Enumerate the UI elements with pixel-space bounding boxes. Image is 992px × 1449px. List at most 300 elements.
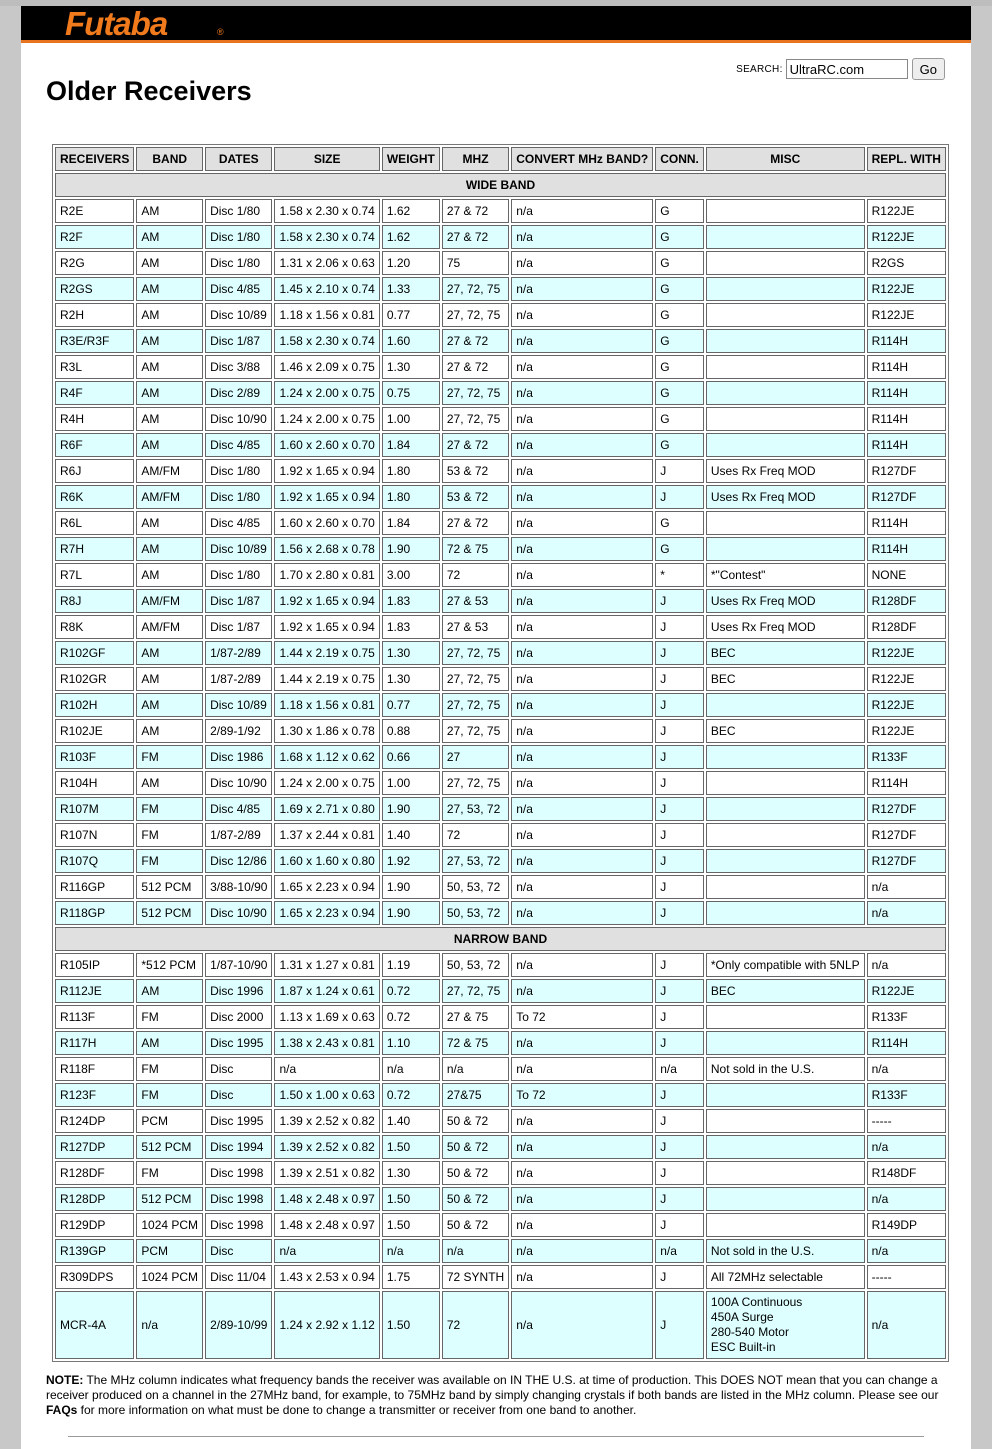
table-cell: n/a xyxy=(511,1031,653,1055)
table-cell: PCM xyxy=(136,1239,203,1263)
search-form xyxy=(736,58,945,80)
table-row xyxy=(55,1265,946,1289)
table-cell: n/a xyxy=(511,511,653,535)
table-cell: 1.92 x 1.65 x 0.94 xyxy=(274,459,379,483)
table-cell: R107M xyxy=(55,797,134,821)
table-cell: R118GP xyxy=(55,901,134,925)
table-cell: 0.72 xyxy=(382,979,440,1003)
table-cell xyxy=(706,381,865,405)
table-cell: 1.90 xyxy=(382,537,440,561)
table-cell: R127DF xyxy=(867,459,946,483)
table-cell: n/a xyxy=(382,1057,440,1081)
table-cell: Disc 1/80 xyxy=(205,459,272,483)
table-cell: R6J xyxy=(55,459,134,483)
table-cell: 1.90 xyxy=(382,901,440,925)
table-cell: n/a xyxy=(511,901,653,925)
table-cell: AM/FM xyxy=(136,485,203,509)
misc-line: 280-540 Motor xyxy=(710,1325,789,1339)
table-row xyxy=(55,1005,946,1029)
table-cell: 1.43 x 2.53 x 0.94 xyxy=(274,1265,379,1289)
table-cell: G xyxy=(655,511,704,535)
table-row xyxy=(55,433,946,457)
table-cell xyxy=(706,329,865,353)
table-cell: J xyxy=(655,979,704,1003)
table-cell: R133F xyxy=(867,1005,946,1029)
table-row xyxy=(55,1057,946,1081)
table-cell: AM xyxy=(136,277,203,301)
table-cell: * xyxy=(655,563,704,587)
table-row xyxy=(55,771,946,795)
table-cell: n/a xyxy=(867,875,946,899)
table-cell: 1.80 xyxy=(382,459,440,483)
table-cell: 1.58 x 2.30 x 0.74 xyxy=(274,225,379,249)
table-cell: R128DF xyxy=(867,615,946,639)
table-cell: R127DP xyxy=(55,1135,134,1159)
table-cell: G xyxy=(655,199,704,223)
table-cell xyxy=(706,1031,865,1055)
table-cell: J xyxy=(655,797,704,821)
table-cell: 1.58 x 2.30 x 0.74 xyxy=(274,199,379,223)
section-header-row xyxy=(55,173,946,197)
table-cell: 1.48 x 2.48 x 0.97 xyxy=(274,1213,379,1237)
table-row xyxy=(55,1031,946,1055)
table-cell: R133F xyxy=(867,1083,946,1107)
table-cell: Disc 1/80 xyxy=(205,485,272,509)
table-cell: n/a xyxy=(511,953,653,977)
table-cell: 512 PCM xyxy=(136,1135,203,1159)
table-cell: 1.83 xyxy=(382,615,440,639)
table-cell: AM xyxy=(136,199,203,223)
table-cell: 27 & 72 xyxy=(442,225,509,249)
table-cell: NONE xyxy=(867,563,946,587)
table-cell: Uses Rx Freq MOD xyxy=(706,589,865,613)
table-cell: 27, 53, 72 xyxy=(442,849,509,873)
table-cell: 512 PCM xyxy=(136,901,203,925)
table-cell xyxy=(706,797,865,821)
faqs-link[interactable]: FAQs xyxy=(46,1403,78,1417)
page xyxy=(21,6,971,1449)
table-row xyxy=(55,485,946,509)
section-title: NARROW BAND xyxy=(55,927,946,951)
receivers-table-wrap xyxy=(52,144,942,1362)
table-cell: FM xyxy=(136,745,203,769)
table-cell: G xyxy=(655,329,704,353)
table-cell: n/a xyxy=(511,641,653,665)
table-cell: R2GS xyxy=(55,277,134,301)
table-cell: BEC xyxy=(706,979,865,1003)
table-cell: n/a xyxy=(511,563,653,587)
table-cell: AM/FM xyxy=(136,589,203,613)
table-cell: R114H xyxy=(867,537,946,561)
table-cell: n/a xyxy=(442,1057,509,1081)
table-cell: n/a xyxy=(511,355,653,379)
registered-mark: ® xyxy=(217,27,224,37)
table-cell: R117H xyxy=(55,1031,134,1055)
table-cell: G xyxy=(655,303,704,327)
table-cell: 0.66 xyxy=(382,745,440,769)
table-cell: n/a xyxy=(511,1109,653,1133)
search-label: SEARCH: xyxy=(736,63,783,75)
misc-cell xyxy=(706,1291,865,1359)
table-cell: Disc 1995 xyxy=(205,1031,272,1055)
search-go-button[interactable]: Go xyxy=(912,58,945,80)
table-cell xyxy=(706,901,865,925)
table-cell: Disc 4/85 xyxy=(205,277,272,301)
table-cell: 53 & 72 xyxy=(442,485,509,509)
table-cell: n/a xyxy=(511,823,653,847)
table-cell: n/a xyxy=(511,459,653,483)
table-cell: n/a xyxy=(867,1187,946,1211)
table-cell: Disc 4/85 xyxy=(205,433,272,457)
table-cell: 1.31 x 2.06 x 0.63 xyxy=(274,251,379,275)
table-cell: 1024 PCM xyxy=(136,1213,203,1237)
table-cell: R128DP xyxy=(55,1187,134,1211)
table-cell: 27, 72, 75 xyxy=(442,407,509,431)
table-cell xyxy=(706,225,865,249)
table-cell: Uses Rx Freq MOD xyxy=(706,615,865,639)
table-cell: J xyxy=(655,485,704,509)
table-cell: n/a xyxy=(511,251,653,275)
table-cell: R102JE xyxy=(55,719,134,743)
table-cell: R128DF xyxy=(55,1161,134,1185)
table-cell: R107N xyxy=(55,823,134,847)
table-cell: n/a xyxy=(511,875,653,899)
table-cell: 1.65 x 2.23 x 0.94 xyxy=(274,875,379,899)
table-cell: Not sold in the U.S. xyxy=(706,1057,865,1081)
table-cell: AM xyxy=(136,563,203,587)
table-cell: 1.62 xyxy=(382,199,440,223)
table-cell xyxy=(706,1083,865,1107)
table-cell: R114H xyxy=(867,355,946,379)
table-cell: n/a xyxy=(511,1291,653,1359)
table-cell: R8K xyxy=(55,615,134,639)
table-cell: R2F xyxy=(55,225,134,249)
table-cell: n/a xyxy=(511,303,653,327)
table-cell: Disc 1998 xyxy=(205,1187,272,1211)
table-cell: 27 & 53 xyxy=(442,615,509,639)
table-cell: 50, 53, 72 xyxy=(442,875,509,899)
table-cell: 50, 53, 72 xyxy=(442,901,509,925)
table-cell: Disc 1998 xyxy=(205,1213,272,1237)
table-cell: All 72MHz selectable xyxy=(706,1265,865,1289)
table-cell: n/a xyxy=(655,1057,704,1081)
table-cell: FM xyxy=(136,1057,203,1081)
table-row xyxy=(55,667,946,691)
table-cell: n/a xyxy=(511,693,653,717)
table-cell: AM xyxy=(136,511,203,535)
table-cell: J xyxy=(655,459,704,483)
table-cell: 1/87-10/90 xyxy=(205,953,272,977)
table-cell: J xyxy=(655,615,704,639)
futaba-logo[interactable]: Futaba xyxy=(65,5,168,42)
table-cell: J xyxy=(655,719,704,743)
table-row xyxy=(55,225,946,249)
table-row xyxy=(55,1083,946,1107)
table-cell: R148DF xyxy=(867,1161,946,1185)
table-cell: AM xyxy=(136,771,203,795)
table-cell: J xyxy=(655,823,704,847)
table-cell: R114H xyxy=(867,1031,946,1055)
column-header: CONN. xyxy=(655,147,704,171)
table-cell: 1.44 x 2.19 x 0.75 xyxy=(274,667,379,691)
table-cell: n/a xyxy=(867,1057,946,1081)
table-cell: AM xyxy=(136,641,203,665)
table-cell: J xyxy=(655,589,704,613)
table-cell: 1.60 x 1.60 x 0.80 xyxy=(274,849,379,873)
table-cell: 0.72 xyxy=(382,1083,440,1107)
table-cell: R114H xyxy=(867,381,946,405)
table-cell: R139GP xyxy=(55,1239,134,1263)
table-cell: AM/FM xyxy=(136,615,203,639)
table-cell: R114H xyxy=(867,329,946,353)
table-row xyxy=(55,251,946,275)
table-cell xyxy=(706,693,865,717)
table-cell: R105IP xyxy=(55,953,134,977)
table-cell: 1.18 x 1.56 x 0.81 xyxy=(274,693,379,717)
table-cell: R122JE xyxy=(867,199,946,223)
table-cell: 1.60 x 2.60 x 0.70 xyxy=(274,511,379,535)
table-row xyxy=(55,615,946,639)
table-cell: Disc 2000 xyxy=(205,1005,272,1029)
column-header: REPL. WITH xyxy=(867,147,946,171)
table-cell: PCM xyxy=(136,1109,203,1133)
table-cell: J xyxy=(655,1005,704,1029)
table-cell: R7H xyxy=(55,537,134,561)
table-cell: n/a xyxy=(511,407,653,431)
table-cell: 27 & 72 xyxy=(442,199,509,223)
table-cell: Disc 1986 xyxy=(205,745,272,769)
table-cell: n/a xyxy=(511,615,653,639)
table-cell: 1.19 xyxy=(382,953,440,977)
table-row xyxy=(55,797,946,821)
table-row xyxy=(55,1187,946,1211)
table-cell: To 72 xyxy=(511,1083,653,1107)
header-bar xyxy=(21,6,971,43)
table-row xyxy=(55,979,946,1003)
section-title: WIDE BAND xyxy=(55,173,946,197)
column-header: SIZE xyxy=(274,147,379,171)
table-cell: R102GR xyxy=(55,667,134,691)
footer-divider xyxy=(68,1436,924,1437)
table-cell: 1.90 xyxy=(382,797,440,821)
table-cell: G xyxy=(655,225,704,249)
table-cell: 1.31 x 1.27 x 0.81 xyxy=(274,953,379,977)
table-cell: n/a xyxy=(511,1161,653,1185)
table-cell: R114H xyxy=(867,433,946,457)
table-cell: G xyxy=(655,407,704,431)
misc-line: 100A Continuous xyxy=(710,1295,803,1309)
table-cell xyxy=(706,1161,865,1185)
table-cell: n/a xyxy=(511,1057,653,1081)
table-cell xyxy=(706,355,865,379)
table-row xyxy=(55,1291,946,1359)
table-row xyxy=(55,511,946,535)
table-cell: n/a xyxy=(511,433,653,457)
table-cell: n/a xyxy=(511,1265,653,1289)
table-cell: G xyxy=(655,251,704,275)
table-cell: AM xyxy=(136,719,203,743)
table-cell: R114H xyxy=(867,511,946,535)
table-cell: R122JE xyxy=(867,277,946,301)
table-cell: 1.58 x 2.30 x 0.74 xyxy=(274,329,379,353)
column-header: DATES xyxy=(205,147,272,171)
column-header: BAND xyxy=(136,147,203,171)
table-cell: 1.30 xyxy=(382,641,440,665)
table-row xyxy=(55,199,946,223)
table-cell: 50 & 72 xyxy=(442,1187,509,1211)
table-cell: n/a xyxy=(511,225,653,249)
table-cell: n/a xyxy=(511,537,653,561)
table-row xyxy=(55,381,946,405)
search-input[interactable] xyxy=(786,59,908,79)
table-cell: FM xyxy=(136,1161,203,1185)
column-header: MHZ xyxy=(442,147,509,171)
table-cell: n/a xyxy=(511,277,653,301)
table-cell: J xyxy=(655,901,704,925)
table-cell: G xyxy=(655,277,704,301)
table-cell: J xyxy=(655,849,704,873)
table-cell: 50 & 72 xyxy=(442,1161,509,1185)
table-cell: R6L xyxy=(55,511,134,535)
table-cell: Disc 1/80 xyxy=(205,251,272,275)
table-row xyxy=(55,875,946,899)
table-cell: 1.30 xyxy=(382,667,440,691)
table-cell: n/a xyxy=(511,1239,653,1263)
table-cell: 3/88-10/90 xyxy=(205,875,272,899)
table-cell: Disc 10/90 xyxy=(205,771,272,795)
table-cell: J xyxy=(655,1291,704,1359)
table-cell: Disc 10/90 xyxy=(205,901,272,925)
table-cell: J xyxy=(655,1135,704,1159)
table-cell: R3L xyxy=(55,355,134,379)
table-cell: 1.00 xyxy=(382,407,440,431)
table-cell: 1.20 xyxy=(382,251,440,275)
table-cell: 0.88 xyxy=(382,719,440,743)
table-cell: n/a xyxy=(511,849,653,873)
table-cell: AM xyxy=(136,433,203,457)
table-cell: R129DP xyxy=(55,1213,134,1237)
table-cell: AM xyxy=(136,1031,203,1055)
table-cell: n/a xyxy=(136,1291,203,1359)
note xyxy=(46,1373,946,1418)
table-cell: ----- xyxy=(867,1265,946,1289)
table-cell: 1.24 x 2.92 x 1.12 xyxy=(274,1291,379,1359)
table-body xyxy=(55,173,946,1359)
table-cell: 27, 72, 75 xyxy=(442,277,509,301)
table-cell: AM xyxy=(136,537,203,561)
table-row xyxy=(55,1109,946,1133)
table-cell: Disc 4/85 xyxy=(205,797,272,821)
column-header: MISC xyxy=(706,147,865,171)
table-row xyxy=(55,355,946,379)
table-cell: n/a xyxy=(274,1239,379,1263)
table-cell: n/a xyxy=(511,979,653,1003)
table-cell: R122JE xyxy=(867,225,946,249)
table-cell: 1.83 xyxy=(382,589,440,613)
table-cell: J xyxy=(655,1109,704,1133)
table-row xyxy=(55,1161,946,1185)
table-row xyxy=(55,537,946,561)
table-cell: R122JE xyxy=(867,693,946,717)
table-cell: AM xyxy=(136,303,203,327)
table-cell: 1.50 xyxy=(382,1291,440,1359)
table-cell xyxy=(706,875,865,899)
table-cell: R114H xyxy=(867,771,946,795)
table-cell: R118F xyxy=(55,1057,134,1081)
table-cell: n/a xyxy=(867,1239,946,1263)
table-cell: R116GP xyxy=(55,875,134,899)
misc-line: ESC Built-in xyxy=(710,1340,776,1354)
table-cell: J xyxy=(655,1031,704,1055)
table-cell xyxy=(706,407,865,431)
table-cell: n/a xyxy=(511,745,653,769)
table-cell: 1.39 x 2.52 x 0.82 xyxy=(274,1135,379,1159)
table-cell: 27, 72, 75 xyxy=(442,693,509,717)
table-cell: J xyxy=(655,1213,704,1237)
table-cell: J xyxy=(655,1083,704,1107)
table-cell: 27 & 72 xyxy=(442,355,509,379)
table-cell: 1.92 xyxy=(382,849,440,873)
table-cell: AM xyxy=(136,381,203,405)
table-cell: 27 & 75 xyxy=(442,1005,509,1029)
table-row xyxy=(55,693,946,717)
table-cell: 1.37 x 2.44 x 0.81 xyxy=(274,823,379,847)
table-cell xyxy=(706,251,865,275)
table-cell: 27 & 53 xyxy=(442,589,509,613)
table-cell: 1.50 xyxy=(382,1135,440,1159)
table-cell: 1.84 xyxy=(382,511,440,535)
table-cell: 27 & 72 xyxy=(442,433,509,457)
table-cell: n/a xyxy=(867,953,946,977)
table-cell: R6K xyxy=(55,485,134,509)
table-cell: 0.72 xyxy=(382,1005,440,1029)
table-cell: 27, 53, 72 xyxy=(442,797,509,821)
table-row xyxy=(55,459,946,483)
table-cell xyxy=(706,1187,865,1211)
table-cell: 72 xyxy=(442,1291,509,1359)
table-cell: J xyxy=(655,875,704,899)
table-cell: Disc 1998 xyxy=(205,1161,272,1185)
table-cell: Disc xyxy=(205,1083,272,1107)
table-cell: 1.87 x 1.24 x 0.61 xyxy=(274,979,379,1003)
table-cell: 1.80 xyxy=(382,485,440,509)
table-cell: n/a xyxy=(511,719,653,743)
table-cell: Disc 1/87 xyxy=(205,615,272,639)
table-row xyxy=(55,1135,946,1159)
table-cell: BEC xyxy=(706,667,865,691)
table-cell xyxy=(706,277,865,301)
table-cell: FM xyxy=(136,797,203,821)
table-cell: Disc 10/89 xyxy=(205,693,272,717)
table-cell: 1.68 x 1.12 x 0.62 xyxy=(274,745,379,769)
table-cell: 2/89-1/92 xyxy=(205,719,272,743)
table-row xyxy=(55,1239,946,1263)
table-cell: J xyxy=(655,745,704,769)
table-cell: 3.00 xyxy=(382,563,440,587)
table-cell: Disc 1996 xyxy=(205,979,272,1003)
table-cell: 72 SYNTH xyxy=(442,1265,509,1289)
table-cell: R114H xyxy=(867,407,946,431)
table-cell: AM xyxy=(136,979,203,1003)
table-cell: R122JE xyxy=(867,641,946,665)
table-cell: 1.70 x 2.80 x 0.81 xyxy=(274,563,379,587)
table-cell: 27&75 xyxy=(442,1083,509,1107)
table-cell: n/a xyxy=(442,1239,509,1263)
table-cell: 2/89-10/99 xyxy=(205,1291,272,1359)
table-cell: 1.00 xyxy=(382,771,440,795)
table-cell: R122JE xyxy=(867,719,946,743)
table-cell: R3E/R3F xyxy=(55,329,134,353)
